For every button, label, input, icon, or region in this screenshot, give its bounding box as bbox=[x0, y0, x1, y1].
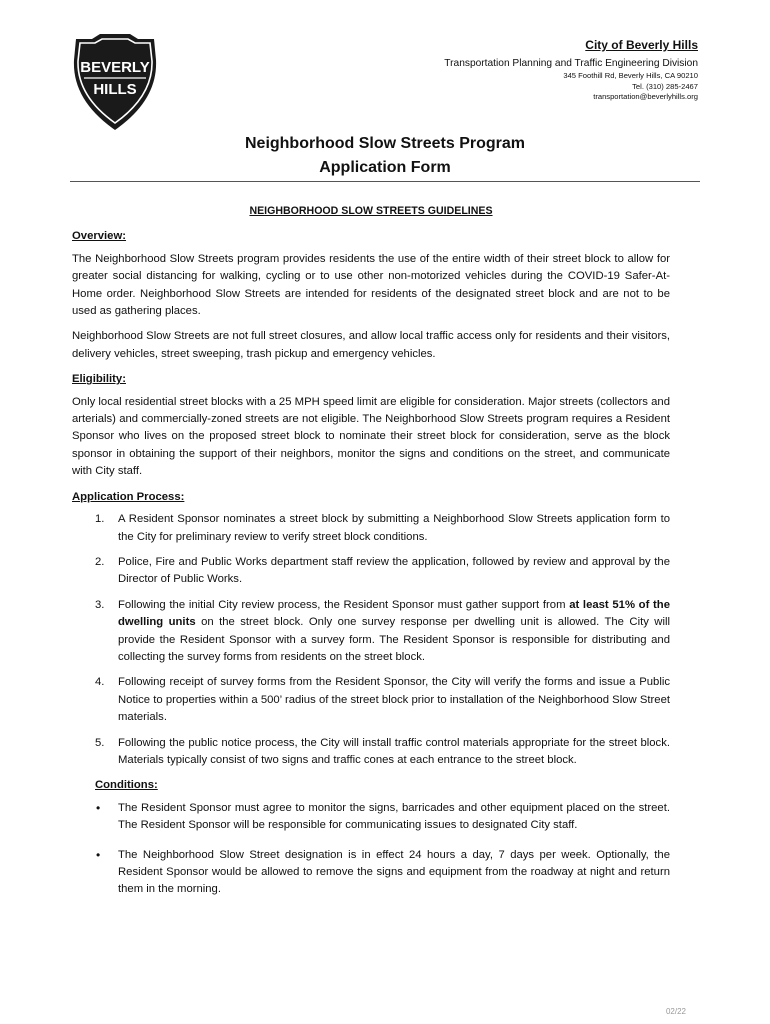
list-item bbox=[72, 597, 670, 667]
application-process-heading: Application Process: bbox=[72, 490, 185, 503]
overview-paragraph-2: Neighborhood Slow Streets are not full street closures, and allow local traffic access only for residents and their visitors, delivery vehicles, street sweeping, trash pickup and emergency vehicles. bbox=[72, 330, 670, 360]
list-item bbox=[72, 554, 670, 589]
step-text-rest: on the street block. Only one survey response per dwelling unit is allowed. The City will provide the Resident Sponsor with a survey form. The Resident Sponsor is responsible for distributing and collecting the survey forms from residents on the street block. bbox=[118, 616, 670, 663]
letterhead-division: Transportation Planning and Traffic Engineering Division bbox=[444, 58, 698, 69]
list-item bbox=[72, 847, 670, 899]
letterhead bbox=[444, 38, 698, 103]
step-text: Police, Fire and Public Works department staff review the application, followed by review and approval by the Director of Public Works. bbox=[118, 555, 670, 586]
document-body bbox=[72, 203, 670, 911]
title-divider bbox=[70, 181, 700, 182]
step-text-emphasis: at least 51% of the dwelling units bbox=[118, 598, 670, 629]
step-text: Following the public notice process, the City will install traffic control materials appropriate for the street block. Materials typically consist of two signs and traffic cones at each entrance to the street block. bbox=[118, 736, 670, 766]
step-number: 5. bbox=[95, 736, 105, 749]
overview-heading: Overview: bbox=[72, 230, 127, 243]
application-steps-list bbox=[72, 511, 670, 769]
step-text-lead: Following the initial City review process, the Resident Sponsor must gather support from bbox=[118, 598, 570, 611]
guidelines-heading: NEIGHBORHOOD SLOW STREETS GUIDELINES bbox=[249, 205, 493, 217]
title-line-1: Neighborhood Slow Streets Program bbox=[244, 135, 526, 152]
document-title bbox=[70, 132, 700, 180]
letterhead-email[interactable]: transportation@beverlyhills.org bbox=[593, 92, 698, 101]
beverly-hills-shield-logo bbox=[70, 30, 160, 134]
letterhead-city: City of Beverly Hills bbox=[585, 38, 698, 52]
list-item bbox=[72, 735, 670, 770]
overview-paragraph-1: The Neighborhood Slow Streets program provides residents the use of the entire width of their street block to allow for greater social distancing for walking, cycling or to use other non-motorized vehicles during the COVID-19 Safer-At-Home order. Neighborhood Slow Streets are intended for residents of the designated street block and are not to be used as gathering places. bbox=[72, 252, 670, 318]
logo-text-beverly: BEVERLY bbox=[80, 59, 150, 76]
condition-text: The Neighborhood Slow Street designation is in effect 24 hours a day, 7 days per week. Optionally, the Resident Sponsor would be allowed to remove the signs and equipment from the roadway at night and return them in the morning. bbox=[118, 848, 670, 896]
eligibility-heading: Eligibility: bbox=[72, 373, 126, 386]
bullet-icon: • bbox=[96, 847, 101, 862]
eligibility-paragraph: Only local residential street blocks with a 25 MPH speed limit are eligible for consideration. Major streets (collectors and arterials) and commercially-zoned streets are not eligible. The Neighborhood Slow Streets program requires a Resident Sponsor who lives on the proposed street block to nominate their street block for consideration, serve as the block sponsor in obtaining the support of their neighbors, monitor the signs and conditions on the street, and communicate with City staff. bbox=[72, 395, 670, 478]
page-number: 02/22 bbox=[665, 1007, 686, 1016]
list-item bbox=[72, 674, 670, 726]
step-number: 2. bbox=[95, 555, 105, 568]
step-text: Following receipt of survey forms from the Resident Sponsor, the City will verify the forms and issue a Public Notice to properties within a 500’ radius of the street block prior to installation of the Neighborhood Slow Street materials. bbox=[118, 676, 670, 724]
step-number: 1. bbox=[95, 513, 105, 526]
logo-text-hills: HILLS bbox=[93, 81, 137, 98]
conditions-list bbox=[72, 800, 670, 899]
list-item bbox=[72, 511, 670, 546]
letterhead-phone: Tel. (310) 285-2467 bbox=[632, 81, 698, 91]
list-item bbox=[72, 800, 670, 835]
letterhead-address: 345 Foothill Rd, Beverly Hills, CA 90210 bbox=[563, 71, 698, 80]
title-line-2: Application Form bbox=[319, 159, 451, 176]
bullet-icon: • bbox=[96, 800, 101, 815]
step-text: A Resident Sponsor nominates a street block by submitting a Neighborhood Slow Streets application form to the City for preliminary review to verify street block conditions. bbox=[118, 513, 670, 543]
step-number: 3. bbox=[95, 598, 105, 611]
condition-text: The Resident Sponsor must agree to monitor the signs, barricades and other equipment placed on the street. The Resident Sponsor will be responsible for communicating issues to designated City staff. bbox=[118, 801, 670, 832]
step-number: 4. bbox=[95, 676, 105, 689]
conditions-heading: Conditions: bbox=[95, 779, 158, 792]
